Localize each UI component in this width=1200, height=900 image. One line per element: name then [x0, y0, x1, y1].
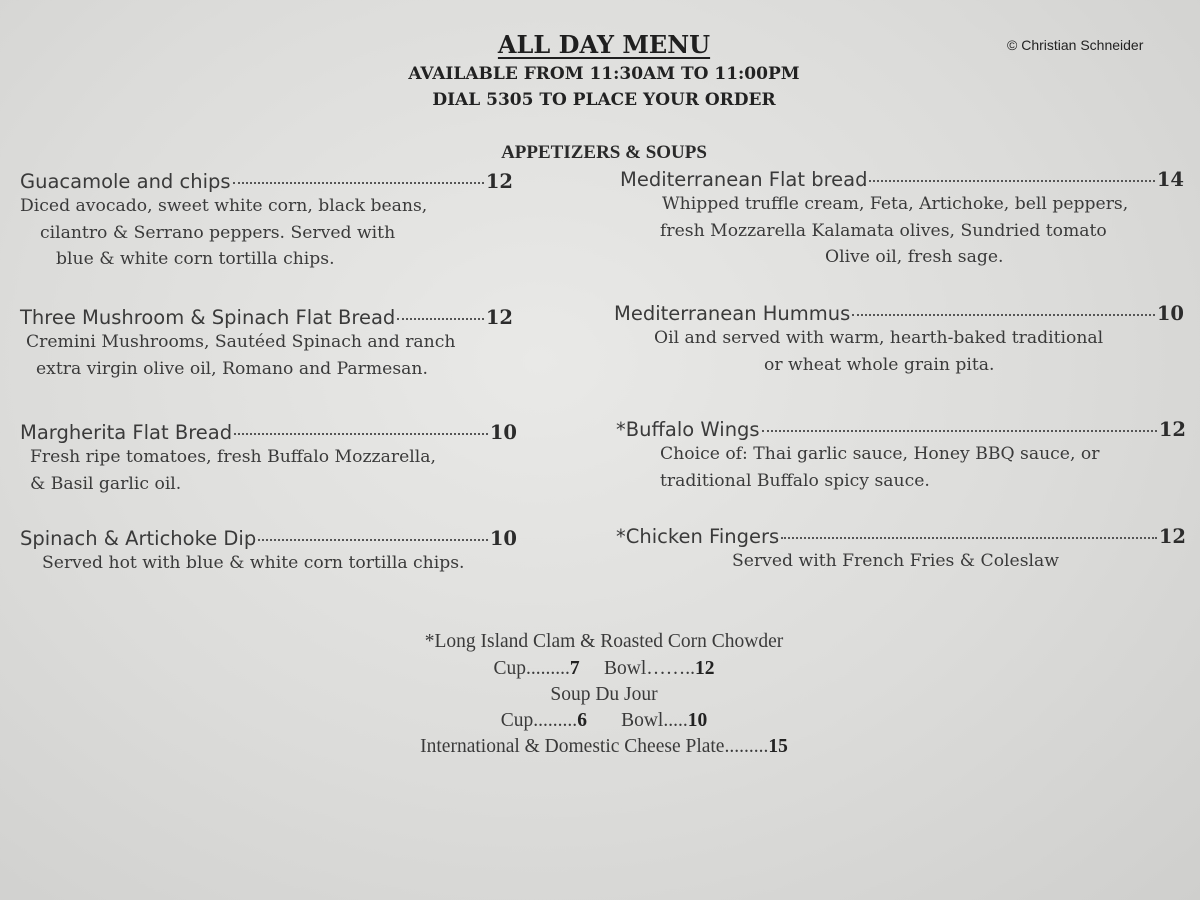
menu-item-desc-line: & Basil garlic oil. — [30, 473, 182, 494]
chowder-prices — [0, 658, 1200, 680]
cheese-plate-price: 15 — [768, 736, 788, 757]
menu-item-guacamole — [20, 170, 513, 273]
menu-item-desc-line: Served hot with blue & white corn tortilla chips. — [42, 553, 465, 573]
dot-leader — [869, 180, 1154, 182]
menu-item-name: Spinach & Artichoke Dip — [20, 527, 257, 550]
chowder-bowl-label: Bowl…….. — [604, 658, 696, 679]
chowder-bowl-price: 12 — [695, 658, 715, 679]
menu-item-line — [20, 527, 517, 550]
dot-leader — [762, 430, 1157, 432]
chowder-cup-price: 7 — [569, 658, 580, 679]
dot-leader — [781, 537, 1157, 539]
menu-item-name: Mediterranean Flat bread — [620, 168, 868, 191]
menu-item-line — [20, 170, 513, 193]
menu-item-mushroom-flatbread — [20, 306, 513, 382]
menu-item-desc-line: Cremini Mushrooms, Sautéed Spinach and ranch — [26, 332, 456, 352]
chowder-name: *Long Island Clam & Roasted Corn Chowder — [424, 631, 784, 652]
menu-item-price: 10 — [489, 421, 517, 444]
menu-item-desc-line: fresh Mozzarella Kalamata olives, Sundried tomato — [660, 220, 1107, 241]
soup-du-jour-name: Soup Du Jour — [550, 684, 658, 705]
menu-item-desc-line: Fresh ripe tomatoes, fresh Buffalo Mozzarella, — [30, 447, 436, 467]
dot-leader — [258, 539, 488, 541]
section-heading: APPETIZERS & SOUPS — [501, 142, 707, 163]
menu-item-desc-line: or wheat whole grain pita. — [764, 354, 995, 375]
menu-title: ALL DAY MENU — [497, 30, 711, 59]
menu-item-desc-line: Choice of: Thai garlic sauce, Honey BBQ sauce, or — [660, 444, 1100, 464]
menu-item-hummus — [614, 302, 1184, 378]
menu-item-desc-line: Whipped truffle cream, Feta, Artichoke, bell peppers, — [662, 194, 1129, 214]
jour-bowl-label: Bowl..... — [621, 710, 688, 731]
menu-item-line — [20, 421, 517, 444]
cheese-plate-line — [0, 736, 1200, 758]
menu-item-mediterranean-flatbread — [620, 168, 1184, 271]
menu-item-price: 14 — [1156, 168, 1184, 191]
photo-credit: © Christian Schneider — [1007, 37, 1144, 53]
menu-item-desc-line: Served with French Fries & Coleslaw — [732, 551, 1059, 571]
menu-item-name: *Chicken Fingers — [616, 525, 780, 548]
menu-item-chicken-fingers — [616, 525, 1186, 575]
menu-item-price: 12 — [485, 306, 513, 329]
dot-leader — [233, 182, 484, 184]
cheese-plate-label: International & Domestic Cheese Plate......... — [420, 736, 769, 757]
menu-item-desc-line: Olive oil, fresh sage. — [825, 247, 1004, 267]
menu-item-desc-line: Oil and served with warm, hearth-baked traditional — [654, 328, 1104, 348]
menu-item-spinach-dip — [20, 527, 517, 577]
menu-item-desc-line: blue & white corn tortilla chips. — [56, 249, 335, 269]
menu-item-desc-line: Diced avocado, sweet white corn, black beans, — [20, 196, 428, 216]
menu-item-price: 12 — [1158, 525, 1186, 548]
menu-item-name: Guacamole and chips — [20, 170, 231, 193]
jour-cup-price: 6 — [577, 710, 587, 731]
menu-item-name: *Buffalo Wings — [616, 418, 760, 441]
menu-item-line — [616, 418, 1186, 441]
dot-leader — [234, 433, 488, 435]
dot-leader — [397, 318, 484, 320]
menu-item-price: 12 — [1158, 418, 1186, 441]
dial-line: DIAL 5305 TO PLACE YOUR ORDER — [432, 90, 776, 110]
chowder-cup-label: Cup......... — [493, 658, 570, 679]
menu-item-price: 10 — [1156, 302, 1184, 325]
menu-item-line — [614, 302, 1184, 325]
soup-du-jour-prices — [0, 710, 1200, 732]
menu-item-line — [20, 306, 513, 329]
menu-item-name: Margherita Flat Bread — [20, 421, 233, 444]
menu-item-desc-line: cilantro & Serrano peppers. Served with — [40, 222, 396, 243]
dot-leader — [852, 314, 1155, 316]
menu-item-price: 10 — [489, 527, 517, 550]
jour-bowl-price: 10 — [687, 710, 708, 731]
hours-line: AVAILABLE FROM 11:30AM TO 11:00PM — [408, 64, 800, 84]
menu-item-name: Three Mushroom & Spinach Flat Bread — [20, 306, 396, 329]
jour-cup-label: Cup......... — [500, 710, 578, 731]
menu-item-line — [620, 168, 1184, 191]
menu-item-name: Mediterranean Hummus — [614, 302, 851, 325]
menu-item-buffalo-wings — [616, 418, 1186, 494]
menu-item-desc-line: extra virgin olive oil, Romano and Parmesan. — [36, 358, 428, 379]
menu-item-line — [616, 525, 1186, 548]
menu-item-margherita — [20, 421, 517, 497]
menu-item-desc-line: traditional Buffalo spicy sauce. — [660, 470, 930, 491]
menu-item-price: 12 — [485, 170, 513, 193]
